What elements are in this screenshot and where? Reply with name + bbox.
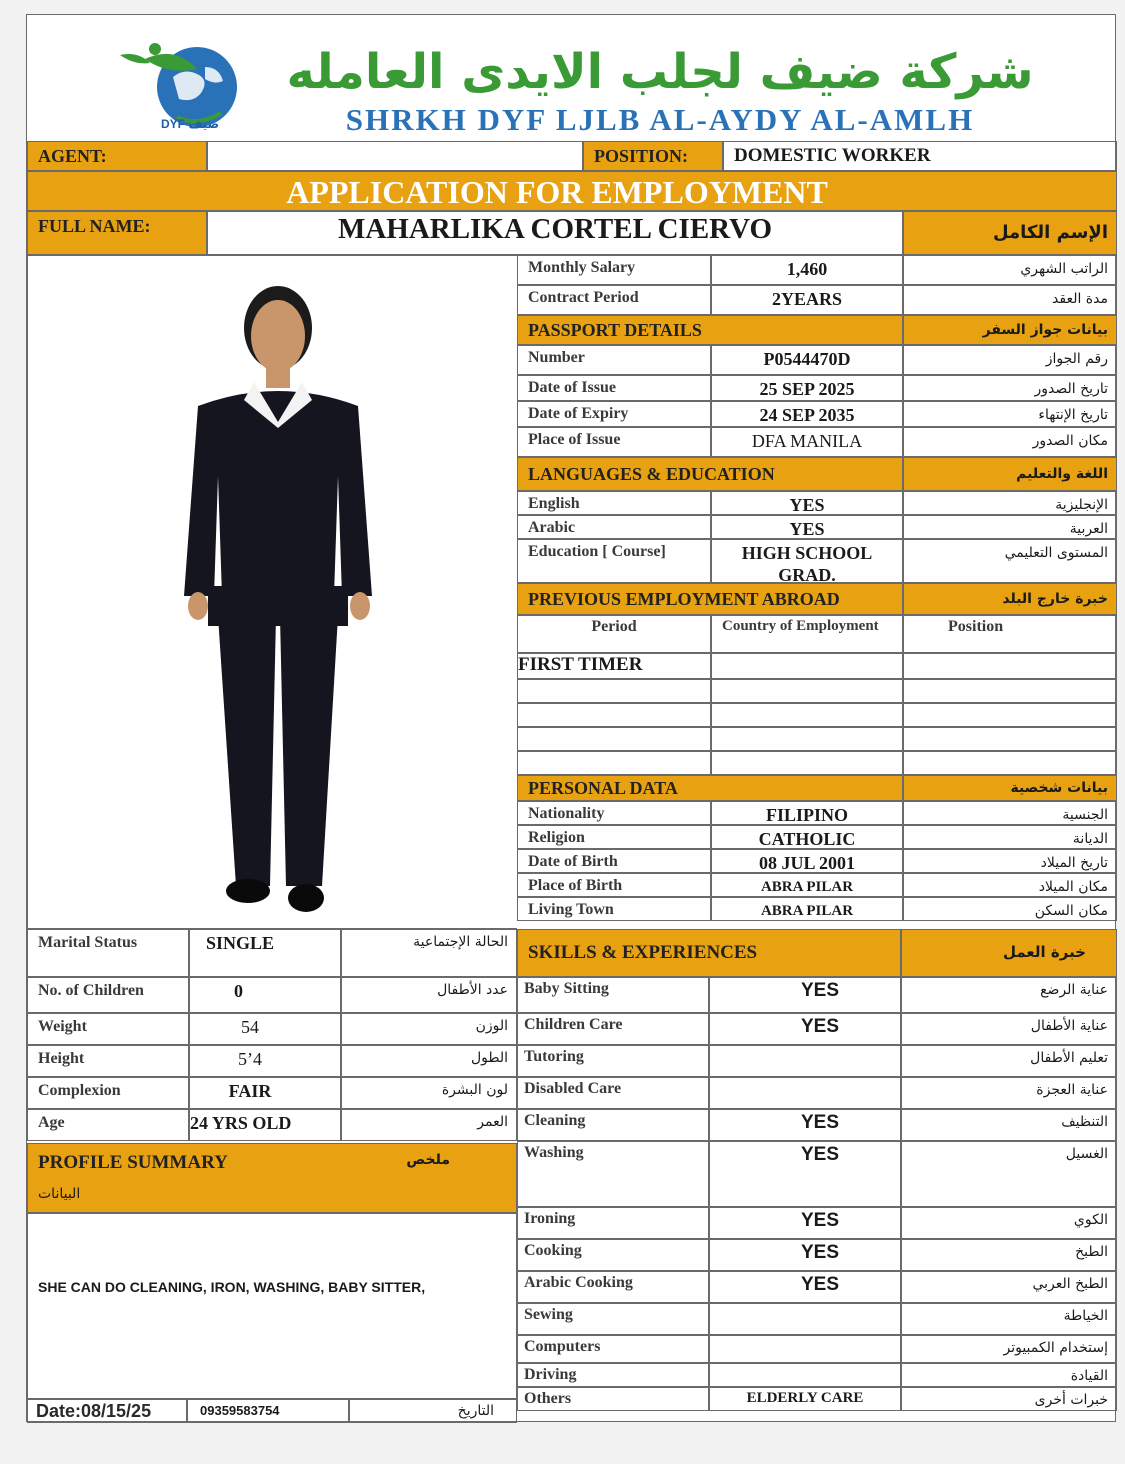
row-label-cell [517,539,711,583]
row-label: Contract Period [528,289,639,306]
row-value: ABRA PILAR [760,879,854,895]
skill-value: YES [800,1144,840,1165]
skill-ar-label: التنظيف [1061,1114,1108,1130]
section-title-ar: بيانات جواز السفر [982,322,1108,338]
skill-ar-label: عناية الرضع [1040,982,1108,998]
section-header [517,315,903,345]
footer-date-ar: التاريخ [457,1403,494,1419]
col-country: Country of Employment [722,618,879,634]
info-value-cell [189,977,341,1013]
section-header-ar [903,315,1117,345]
info-value-cell [189,1013,341,1045]
skill-label-cell [517,1207,709,1239]
row-value-cell [711,825,903,849]
skill-value [710,1304,900,1306]
skill-ar-label: تعليم الأطفال [1030,1050,1108,1066]
skill-label: Cooking [524,1242,582,1259]
row-ar-label: تاريخ الميلاد [1040,855,1108,871]
info-value-cell [189,1045,341,1077]
skill-ar-label: الخياطة [1063,1308,1108,1324]
skill-label-cell [517,1013,709,1045]
skill-value-cell [709,1013,901,1045]
agent-value-cell [207,141,583,171]
skills-table [517,929,1117,1423]
info-ar-label: الطول [470,1050,508,1066]
col-country-cell [711,615,903,653]
skill-value: ELDERLY CARE [746,1390,864,1406]
prev-country-cell [711,727,903,751]
row-value-cell [711,285,903,315]
skill-value-cell [709,1141,901,1207]
info-label-cell [27,1045,189,1077]
row-label-cell [517,515,711,539]
skill-ar-cell [901,1303,1117,1335]
skill-ar-cell [901,1141,1117,1207]
row-value: DFA MANILA [751,431,863,451]
skill-value: YES [800,1016,840,1037]
row-label-cell [517,873,711,897]
row-ar-label: تاريخ الإنتهاء [1038,407,1108,423]
skill-ar-cell [901,1109,1117,1141]
info-label: Weight [38,1018,87,1035]
skills-title-ar: خبرة العمل [1002,943,1086,961]
skill-label: Others [524,1390,572,1407]
skill-value-cell [709,1363,901,1387]
skill-label: Ironing [524,1210,576,1227]
agent-label: AGENT: [38,146,107,166]
row-label-cell [517,285,711,315]
info-ar-cell [341,1045,517,1077]
row-label: Date of Expiry [528,405,629,422]
row-value-cell [711,491,903,515]
skill-value: YES [800,1274,840,1295]
skill-ar-cell [901,1387,1117,1411]
skill-value-cell [709,1207,901,1239]
full-name-label: FULL NAME: [38,216,151,236]
row-label: Arabic [528,519,576,536]
row-ar-label: المستوى التعليمي [1004,545,1108,561]
prev-position-cell [903,703,1117,727]
row-ar-label: مكان السكن [1034,903,1108,919]
row-ar-label: العربية [1069,521,1108,537]
row-value-cell [711,345,903,375]
row-label-cell [517,801,711,825]
row-ar-cell [903,255,1117,285]
col-position: Position [948,618,1004,635]
row-value-cell [711,801,903,825]
row-label-cell [517,427,711,457]
profile-title-ar2: البيانات [38,1186,81,1202]
agent-label-cell [27,141,207,171]
skill-ar-cell [901,977,1117,1013]
row-ar-label: مكان الميلاد [1038,879,1108,895]
row-label-cell [517,849,711,873]
row-ar-cell [903,873,1117,897]
skill-label-cell [517,1387,709,1411]
skill-label: Washing [524,1144,584,1161]
section-header [517,583,903,615]
section-header [517,775,903,801]
section-header-ar [903,775,1117,801]
skill-label-cell [517,1335,709,1363]
row-value: 25 SEP 2025 [759,379,855,399]
position-label: POSITION: [594,146,689,166]
profile-summary-header [27,1143,517,1213]
row-label: Living Town [528,901,614,918]
skill-value: YES [800,1242,840,1263]
row-value: 08 JUL 2001 [758,853,855,873]
row-value: 1,460 [786,259,828,279]
skill-value-cell [709,977,901,1013]
info-value: SINGLE [206,933,275,953]
prev-period-cell [517,751,711,775]
skill-ar-label: عناية الأطفال [1030,1018,1108,1034]
skill-value [710,1336,900,1338]
prev-period-cell [517,703,711,727]
skill-value-cell [709,1271,901,1303]
skill-label: Children Care [524,1016,623,1033]
skill-label-cell [517,977,709,1013]
row-label-cell [517,375,711,401]
row-label-cell [517,825,711,849]
info-ar-cell [341,977,517,1013]
profile-title: PROFILE SUMMARY [38,1152,228,1173]
info-ar-cell [341,1109,517,1141]
row-ar-label: الإنجليزية [1055,497,1108,513]
row-ar-cell [903,849,1117,873]
row-label-cell [517,255,711,285]
skill-ar-cell [901,1207,1117,1239]
section-title-ar: خبرة خارج البلد [1002,591,1108,607]
row-ar-label: مدة العقد [1052,291,1108,307]
info-label-cell [27,1013,189,1045]
photo-area [27,255,517,929]
info-value-cell [189,929,341,977]
row-ar-label: الراتب الشهري [1020,261,1108,277]
info-value: 0 [234,981,243,1001]
section-title-ar: اللغة والتعليم [1016,466,1108,482]
row-ar-cell [903,285,1117,315]
row-label: Monthly Salary [528,259,636,276]
info-label: Height [38,1050,85,1067]
row-value-cell [711,849,903,873]
section-header-ar [903,457,1117,491]
skill-label-cell [517,1045,709,1077]
section-header [517,457,903,491]
skill-label-cell [517,1077,709,1109]
full-name-value-cell [207,211,903,255]
skill-ar-label: الطبخ [1075,1244,1108,1260]
row-value-cell [711,255,903,285]
row-value: CATHOLIC [758,829,856,849]
row-label: Date of Birth [528,853,618,870]
company-name-en: SHRKH DYF LJLB AL-AYDY AL-AMLH [345,102,975,137]
skill-ar-label: عناية العجزة [1036,1082,1108,1098]
info-value: 54 [241,1017,259,1037]
info-ar-cell [341,929,517,977]
col-position-cell [903,615,1117,653]
row-ar-cell [903,825,1117,849]
row-label-cell [517,897,711,921]
row-ar-cell [903,897,1117,921]
row-label-cell [517,491,711,515]
skill-label-cell [517,1239,709,1271]
footer-date: Date:08/15/25 [36,1401,152,1421]
skills-header [517,929,901,977]
row-value: YES [789,495,825,515]
row-value: P0544470D [763,349,851,369]
skills-title: SKILLS & EXPERIENCES [528,942,758,963]
info-value: FAIR [228,1081,272,1101]
skill-ar-label: الكوي [1073,1212,1108,1228]
skill-label-cell [517,1271,709,1303]
prev-position-cell [903,751,1117,775]
row-label: Place of Birth [528,877,623,894]
info-ar-label: الوزن [475,1018,508,1034]
section-title: PREVIOUS EMPLOYMENT ABROAD [528,589,840,609]
skill-label: Computers [524,1338,601,1355]
date-cell [27,1399,187,1423]
full-name-ar: الإسم الكامل [992,222,1108,243]
row-ar-cell [903,375,1117,401]
section-title: PERSONAL DATA [528,778,678,798]
skill-label-cell [517,1141,709,1207]
prev-period-cell [517,653,711,679]
profile-summary-body [27,1213,517,1399]
skill-value-cell [709,1045,901,1077]
row-label: Place of Issue [528,431,621,448]
row-value-cell [711,897,903,921]
skill-label-cell [517,1363,709,1387]
row-ar-cell [903,539,1117,583]
prev-position-cell [903,727,1117,751]
info-value-cell [189,1077,341,1109]
skill-ar-cell [901,1335,1117,1363]
info-label: Complexion [38,1082,121,1099]
skill-value-cell [709,1239,901,1271]
info-ar-cell [341,1013,517,1045]
row-ar-cell [903,491,1117,515]
skill-label: Baby Sitting [524,980,609,997]
info-value: 5’4 [238,1049,262,1069]
full-name-value: MAHARLIKA CORTEL CIERVO [337,213,773,245]
row-ar-cell [903,345,1117,375]
info-ar-label: عدد الأطفال [437,982,508,998]
info-ar-cell [341,1077,517,1109]
info-label-cell [27,1109,189,1141]
row-value: ABRA PILAR [760,903,854,919]
row-value-cell [711,427,903,457]
skill-ar-label: الغسيل [1065,1146,1108,1162]
skill-ar-cell [901,1013,1117,1045]
skill-value [710,1364,900,1366]
skill-value [710,1046,900,1048]
section-title: PASSPORT DETAILS [528,320,702,340]
row-ar-cell [903,401,1117,427]
prev-position-cell [903,653,1117,679]
row-label: Education [ Course] [528,543,666,560]
profile-text: SHE CAN DO CLEANING, IRON, WASHING, BABY SITTER, [38,1279,426,1295]
skill-value-cell [709,1303,901,1335]
skill-value-cell [709,1077,901,1109]
full-name-ar-cell [903,211,1117,255]
row-value-cell [711,375,903,401]
application-form [26,14,1116,1422]
info-ar-label: لون البشرة [441,1082,508,1098]
prev-position-cell [903,679,1117,703]
row-value: YES [789,519,825,539]
date-ar-cell [349,1399,517,1423]
skill-ar-cell [901,1363,1117,1387]
info-label-cell [27,1077,189,1109]
position-label-cell [583,141,723,171]
left-info-table [27,929,517,1145]
full-name-label-cell [27,211,207,255]
skill-value: YES [800,980,840,1001]
row-ar-cell [903,427,1117,457]
row-ar-cell [903,801,1117,825]
position-value-cell [723,141,1117,171]
footer-phone: 09359583754 [200,1403,280,1418]
skill-value: YES [800,1112,840,1133]
skill-ar-cell [901,1045,1117,1077]
skill-label: Disabled Care [524,1080,622,1097]
skill-label: Sewing [524,1306,573,1323]
info-label: No. of Children [38,982,144,999]
section-title-ar: بيانات شخصية [1010,780,1108,796]
col-period: Period [591,618,637,635]
logo-caption: DYF ضيف [161,117,220,131]
skill-ar-cell [901,1271,1117,1303]
row-value: 2YEARS [771,289,842,309]
prev-country-cell [711,751,903,775]
row-value: FILIPINO [765,805,848,825]
row-value: HIGH SCHOOL GRAD. [741,543,873,583]
profile-title-ar: ملخص [406,1152,450,1168]
info-label: Marital Status [38,934,138,951]
row-label: English [528,495,580,512]
info-label-cell [27,977,189,1013]
skill-label-cell [517,1303,709,1335]
prev-country-cell [711,679,903,703]
row-value: 24 SEP 2035 [759,405,855,425]
row-value-cell [711,539,903,583]
skill-ar-label: إستخدام الكمبيوتر [1003,1340,1108,1356]
section-title: LANGUAGES & EDUCATION [528,464,775,484]
info-value: 24 YRS OLD [190,1113,292,1133]
row-label: Nationality [528,805,605,822]
applicant-photo [178,276,378,926]
row-value-cell [711,515,903,539]
position-value: DOMESTIC WORKER [734,145,931,166]
skill-ar-cell [901,1239,1117,1271]
skill-label: Tutoring [524,1048,584,1065]
row-ar-label: الجنسية [1062,807,1108,823]
row-label: Number [528,349,585,366]
row-value-cell [711,401,903,427]
skill-value-cell [709,1387,901,1411]
prev-period-cell [517,679,711,703]
skill-label: Driving [524,1366,577,1383]
info-ar-label: العمر [477,1114,508,1130]
skill-value-cell [709,1335,901,1363]
skill-ar-label: القيادة [1070,1368,1108,1384]
title-bar [27,171,1117,211]
prev-country-cell [711,653,903,679]
col-period-cell [517,615,711,653]
skill-label-cell [517,1109,709,1141]
prev-period-cell [517,727,711,751]
row-ar-cell [903,515,1117,539]
info-ar-label: الحالة الإجتماعية [413,934,508,950]
form-title: APPLICATION FOR EMPLOYMENT [286,174,828,210]
info-label: Age [38,1114,65,1131]
phone-cell [187,1399,349,1423]
row-value-cell [711,873,903,897]
info-value-cell [189,1109,341,1141]
info-label-cell [27,929,189,977]
skill-value-cell [709,1109,901,1141]
skill-value: YES [800,1210,840,1231]
skill-ar-cell [901,1077,1117,1109]
row-label: Religion [528,829,585,846]
first-timer: FIRST TIMER [518,654,643,675]
row-ar-label: تاريخ الصدور [1034,381,1108,397]
skills-header-ar [901,929,1117,977]
prev-country-cell [711,703,903,727]
skill-ar-label: خبرات أخرى [1034,1392,1108,1408]
section-header-ar [903,583,1117,615]
row-ar-label: مكان الصدور [1032,433,1108,449]
skill-ar-label: الطبخ العربي [1032,1276,1108,1292]
row-label: Date of Issue [528,379,616,396]
company-logo [115,37,255,137]
row-label-cell [517,401,711,427]
skill-label: Cleaning [524,1112,586,1129]
row-ar-label: الديانة [1072,831,1108,847]
row-ar-label: رقم الجواز [1045,351,1108,367]
skill-value [710,1078,900,1080]
row-label-cell [517,345,711,375]
company-name-ar: شركة ضيف لجلب الايدى العامله [286,44,1034,100]
skill-label: Arabic Cooking [524,1274,633,1291]
right-column [517,255,1117,929]
